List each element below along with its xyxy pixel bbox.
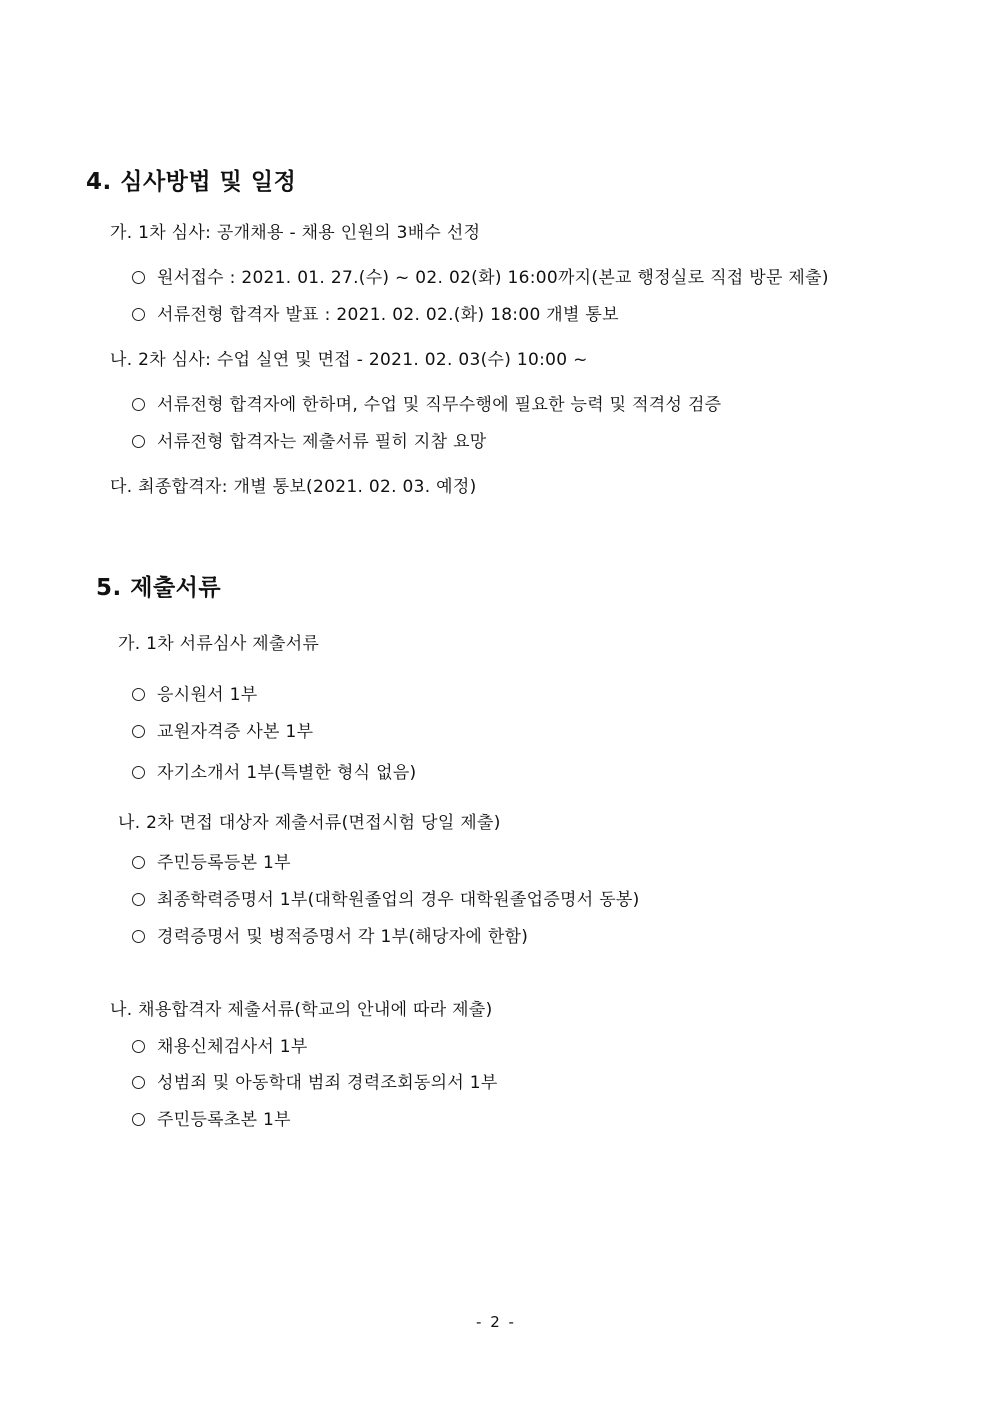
circle-bullet-icon [132, 725, 145, 738]
list-item: 주민등록등본 1부 [132, 848, 291, 873]
list-item: 서류전형 합격자 발표 : 2021. 02. 02.(화) 18:00 개별 통보 [132, 300, 619, 325]
circle-bullet-icon [132, 688, 145, 701]
circle-bullet-icon [132, 930, 145, 943]
list-item: 성범죄 및 아동학대 범죄 경력조회동의서 1부 [132, 1068, 498, 1093]
page-number: - 2 - [476, 1313, 516, 1331]
circle-bullet-icon [132, 893, 145, 906]
circle-bullet-icon [132, 766, 145, 779]
list-item: 채용신체검사서 1부 [132, 1032, 308, 1057]
circle-bullet-icon [132, 1076, 145, 1089]
list-item: 응시원서 1부 [132, 680, 257, 705]
circle-bullet-icon [132, 856, 145, 869]
list-item: 서류전형 합격자에 한하며, 수업 및 직무수행에 필요한 능력 및 적격성 검증 [132, 390, 721, 415]
list-item: 경력증명서 및 병적증명서 각 1부(해당자에 한함) [132, 922, 528, 947]
section-5-item-na: 나. 2차 면접 대상자 제출서류(면접시험 당일 제출) [118, 813, 501, 833]
circle-bullet-icon [132, 271, 145, 284]
list-item: 원서접수 : 2021. 01. 27.(수) ~ 02. 02(화) 16:00까지(본교 행정실로 직접 방문 제출) [132, 263, 829, 288]
list-item: 서류전형 합격자는 제출서류 필히 지참 요망 [132, 427, 487, 452]
list-item: 자기소개서 1부(특별한 형식 없음) [132, 758, 416, 783]
list-item: 최종학력증명서 1부(대학원졸업의 경우 대학원졸업증명서 동봉) [132, 885, 640, 910]
circle-bullet-icon [132, 308, 145, 321]
circle-bullet-icon [132, 1113, 145, 1126]
list-item: 교원자격증 사본 1부 [132, 717, 313, 742]
list-item: 주민등록초본 1부 [132, 1105, 291, 1130]
circle-bullet-icon [132, 435, 145, 448]
circle-bullet-icon [132, 1040, 145, 1053]
section-4-item-da: 다. 최종합격자: 개별 통보(2021. 02. 03. 예정) [110, 477, 477, 497]
section-4-heading: 4. 심사방법 및 일정 [86, 169, 297, 195]
section-5-heading: 5. 제출서류 [96, 575, 222, 601]
circle-bullet-icon [132, 398, 145, 411]
section-4-item-ga: 가. 1차 심사: 공개채용 - 채용 인원의 3배수 선정 [110, 223, 481, 243]
section-5-item-ga: 가. 1차 서류심사 제출서류 [118, 634, 320, 654]
section-5-item-na2: 나. 채용합격자 제출서류(학교의 안내에 따라 제출) [110, 1000, 493, 1020]
section-4-item-na: 나. 2차 심사: 수업 실연 및 면접 - 2021. 02. 03(수) 10:00 ~ [110, 350, 588, 370]
